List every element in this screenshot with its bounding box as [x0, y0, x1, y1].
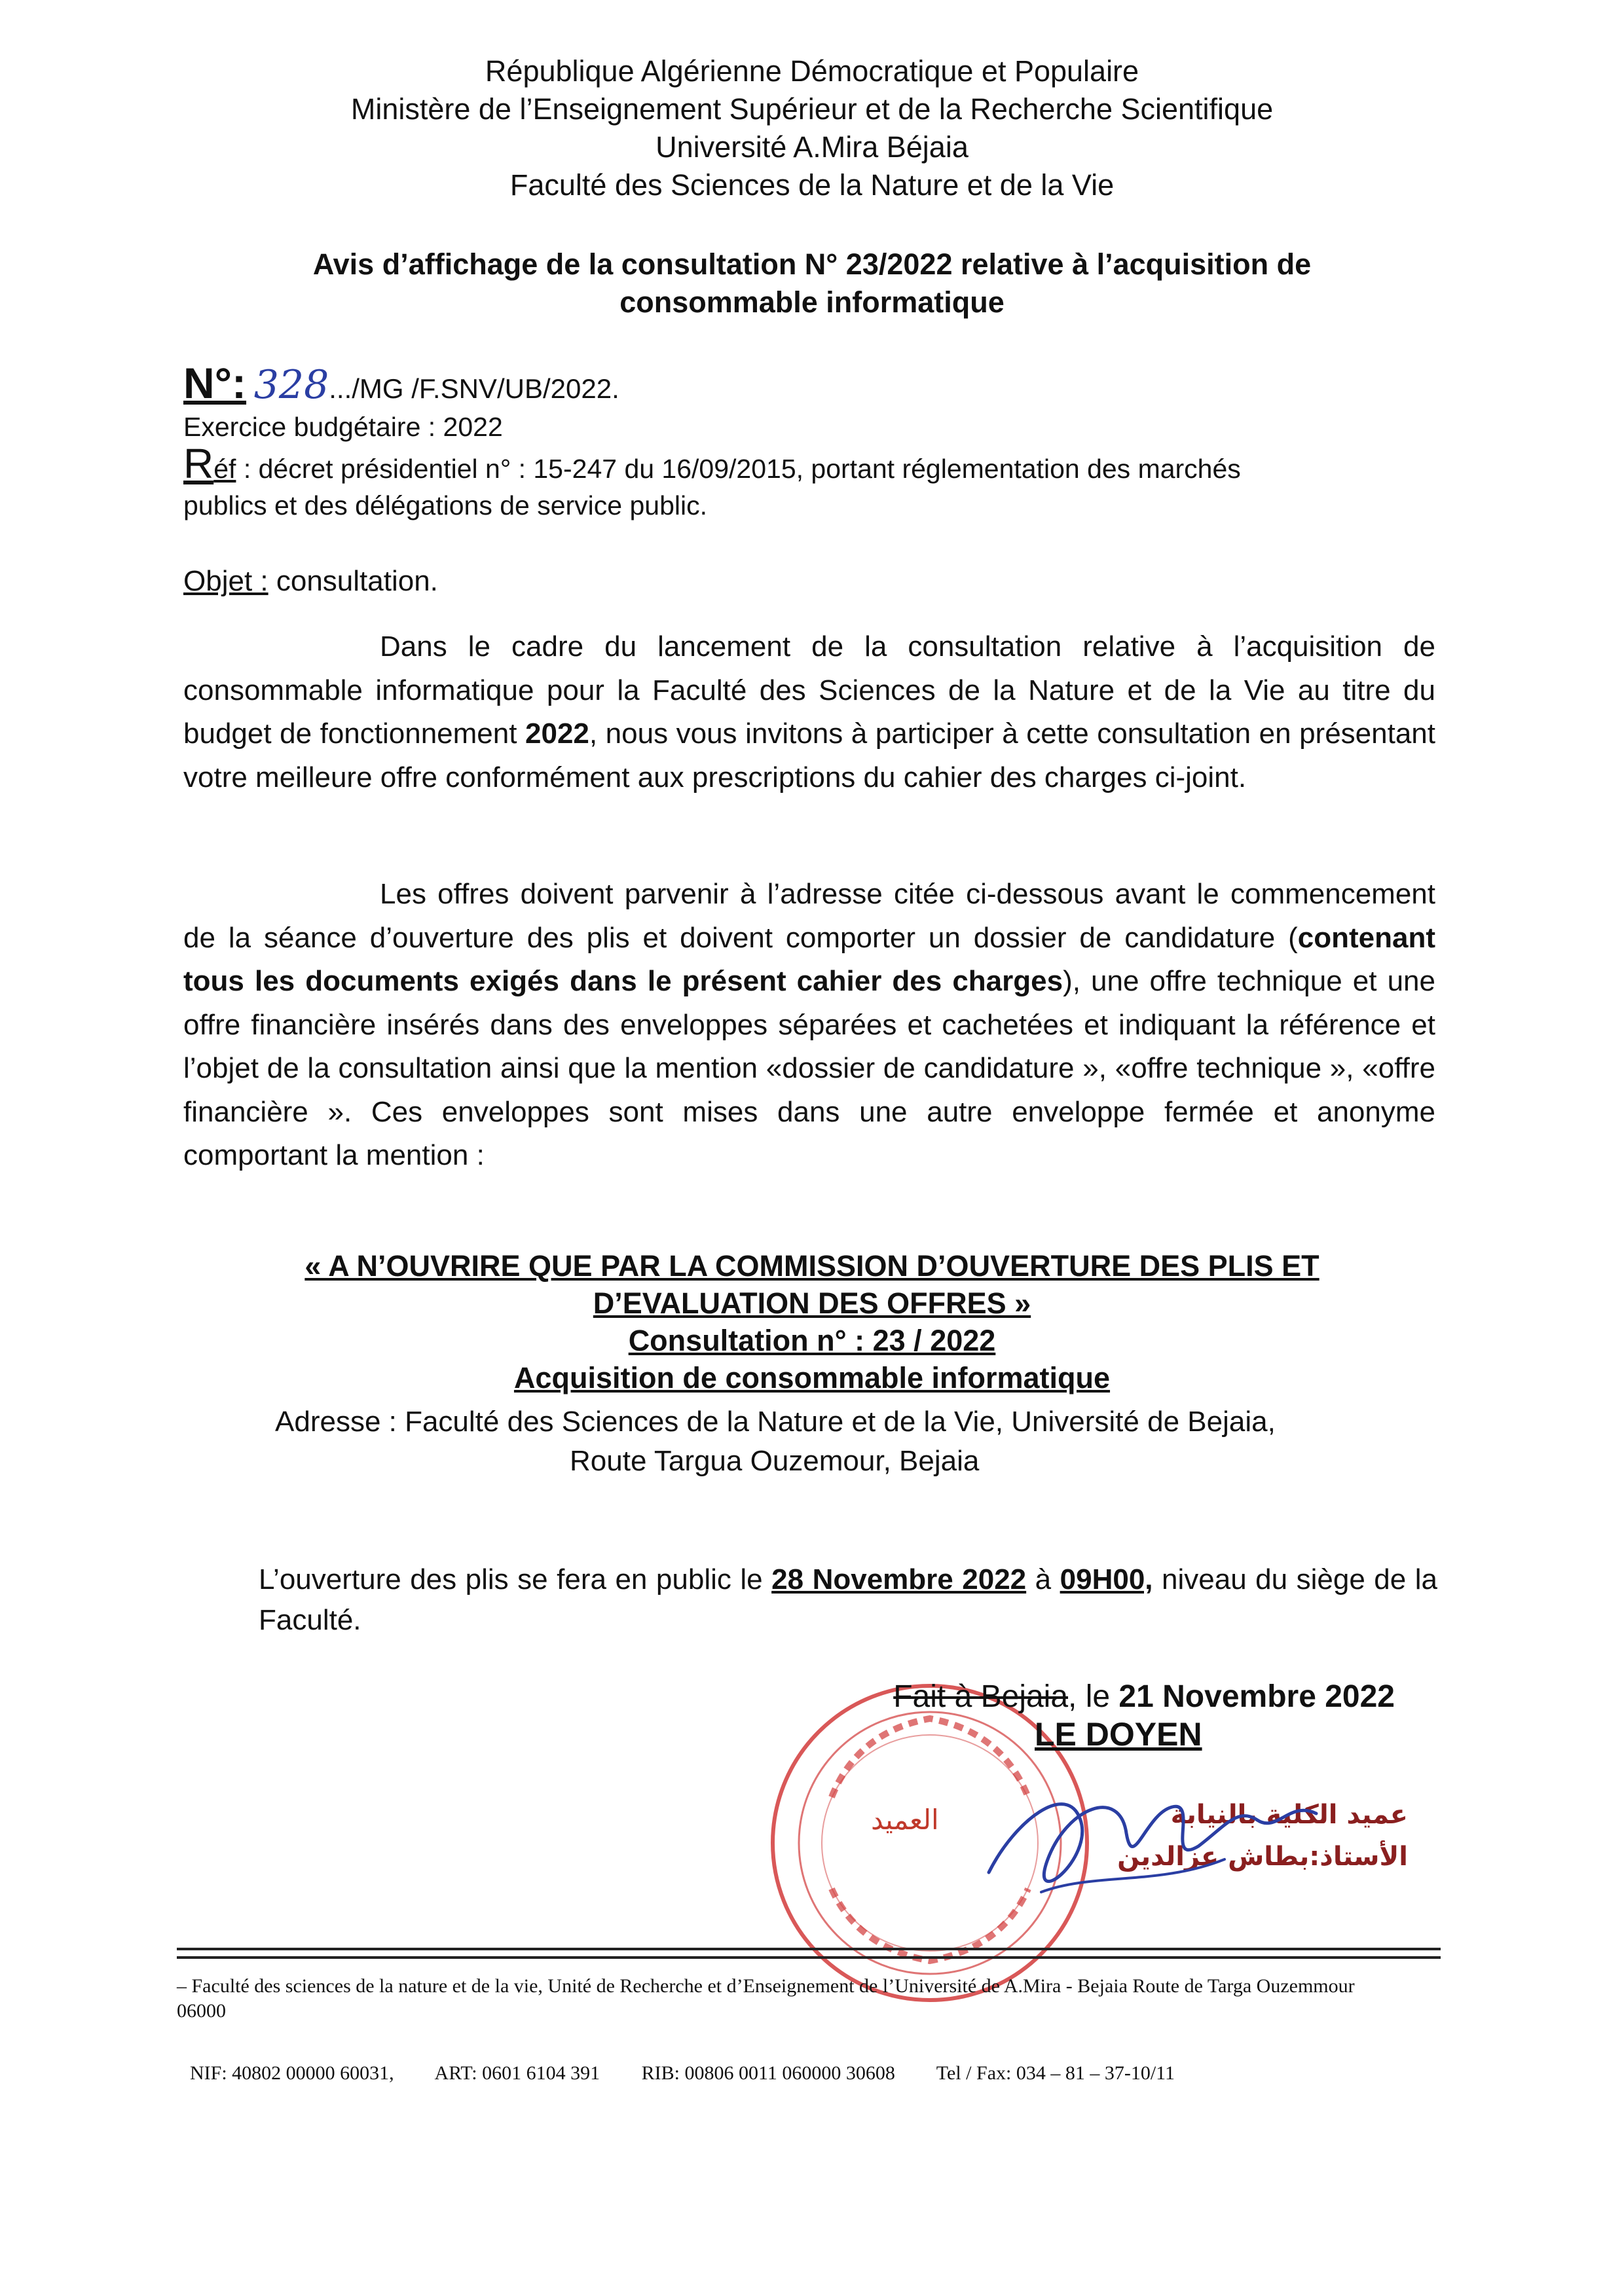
title-line-1: Avis d’affichage de la consultation N° 23/2022 relative à l’acquisition de	[312, 247, 1312, 281]
signature-place-prefix: , le	[1068, 1679, 1119, 1714]
stamp-word: العميد	[871, 1804, 939, 1836]
budget-year: Exercice budgétaire : 2022	[183, 412, 503, 442]
mention-line-3: Consultation n° : 23 / 2022	[628, 1324, 996, 1357]
ref-line-2: publics et des délégations de service public.	[183, 490, 707, 520]
footer-tel: Tel / Fax: 034 – 81 – 37-10/11	[936, 2062, 1175, 2084]
address-line-1: Adresse : Faculté des Sciences de la Nature et de la Vie, Université de Bejaia,	[275, 1406, 1276, 1438]
paragraph-2	[183, 873, 1435, 1178]
number-suffix: .../MG /F.SNV/UB/2022.	[329, 373, 619, 404]
footer-identifiers	[190, 2062, 1434, 2085]
place-and-date	[655, 1676, 1395, 1718]
opening-time: 09H00,	[1060, 1563, 1153, 1595]
ref-ef: éf	[213, 454, 236, 484]
number-label: N°:	[183, 359, 247, 407]
mention-line-4: Acquisition de consommable informatique	[513, 1361, 1111, 1394]
title-line-2: consommable informatique	[619, 285, 1005, 319]
document-title	[183, 246, 1441, 321]
arabic-line-2: الأستاذ:بطاش عزالدين	[1117, 1842, 1408, 1872]
footer-art: ART: 0601 6104 391	[434, 2062, 600, 2084]
header-republic: République Algérienne Démocratique et Populaire	[485, 54, 1139, 88]
opening-date: 28 Novembre 2022	[771, 1563, 1027, 1595]
handwritten-number: 328	[253, 362, 329, 408]
header-university: Université A.Mira Béjaia	[655, 130, 969, 164]
footer-rule-top	[177, 1948, 1441, 1950]
paragraph-1-text-after: , nous vous invitons à participer à cette consultation en présentant votre meilleure offre conformément aux prescriptions du cahier des charges ci-joint.	[183, 718, 1436, 793]
paragraph-1-bold: 2022	[525, 718, 589, 750]
opening-text-before: L’ouverture des plis se fera en public le	[259, 1563, 772, 1595]
footer-rule-bottom	[177, 1956, 1441, 1959]
objet-line	[183, 562, 438, 601]
arabic-line-1: عميد الكلية بالنيابة	[1170, 1800, 1408, 1830]
paragraph-2-text-after: ), une offre technique et une offre financière insérés dans des enveloppes séparées et cachetées et indiquant la référence et l’objet de la consultation ainsi que la mention «dossier de candidature », «offre technique », «offre financière ». Ces enveloppes sont mises dans une autre enveloppe fermée et anonyme comportant la mention :	[183, 965, 1435, 1171]
footer-rib: RIB: 00806 0011 060000 30608	[641, 2062, 895, 2084]
paragraph-2-text-before: Les offres doivent parvenir à l’adresse citée ci-dessous avant le commencement de la séance d’ouverture des plis et doivent comporter un dossier de candidature (	[183, 878, 1435, 954]
reference-block	[183, 359, 1441, 524]
paragraph-2-bold: contenant tous les documents exigés dans le présent cahier des charges	[183, 921, 1435, 997]
opening-text-after: niveau du siège de la Faculté.	[259, 1563, 1437, 1636]
ref-line-1: : décret présidentiel n° : 15-247 du 16/09/2015, portant réglementation des marchés	[236, 454, 1241, 484]
paragraph-1-text-before: Dans le cadre du lancement de la consultation relative à l’acquisition de consommable informatique pour la Faculté des Sciences de la Nature et de la Vie au titre du budget de fonctionnement	[183, 630, 1435, 750]
handwritten-signature	[950, 1741, 1421, 1938]
envelope-mention	[183, 1247, 1441, 1396]
signatory-title: LE DOYEN	[1035, 1716, 1202, 1753]
signature-place: Fait à Bejaia	[893, 1679, 1069, 1714]
opening-text-mid: à	[1026, 1563, 1060, 1595]
paragraph-1	[183, 625, 1435, 799]
objet-value: consultation.	[268, 565, 438, 597]
reference-decree	[183, 440, 1441, 487]
footer-address: – Faculté des sciences de la nature et de la vie, Unité de Recherche et d’Enseignement de l’Université de A.Mira - Bejaia Route de Targa Ouzemmour 06000	[177, 1975, 1355, 2022]
ref-r: R	[183, 440, 214, 487]
header-faculty: Faculté des Sciences de la Nature et de la Vie	[509, 168, 1115, 202]
signature-date: 21 Novembre 2022	[1118, 1679, 1395, 1714]
address-block	[275, 1402, 1454, 1481]
footer-nif: NIF: 40802 00000 60031,	[190, 2062, 394, 2084]
objet-label: Objet :	[183, 565, 268, 597]
mention-line-2: D’EVALUATION DES OFFRES »	[593, 1286, 1031, 1320]
mention-line-1: « A N’OUVRIRE QUE PAR LA COMMISSION D’OUVERTURE DES PLIS ET	[304, 1249, 1320, 1283]
document-number	[183, 359, 1441, 409]
letterhead	[0, 52, 1624, 204]
address-line-2: Route Targua Ouzemour, Bejaia	[570, 1445, 980, 1477]
opening-notice	[259, 1559, 1437, 1641]
header-ministry: Ministère de l’Enseignement Supérieur et de la Recherche Scientifique	[350, 92, 1274, 126]
